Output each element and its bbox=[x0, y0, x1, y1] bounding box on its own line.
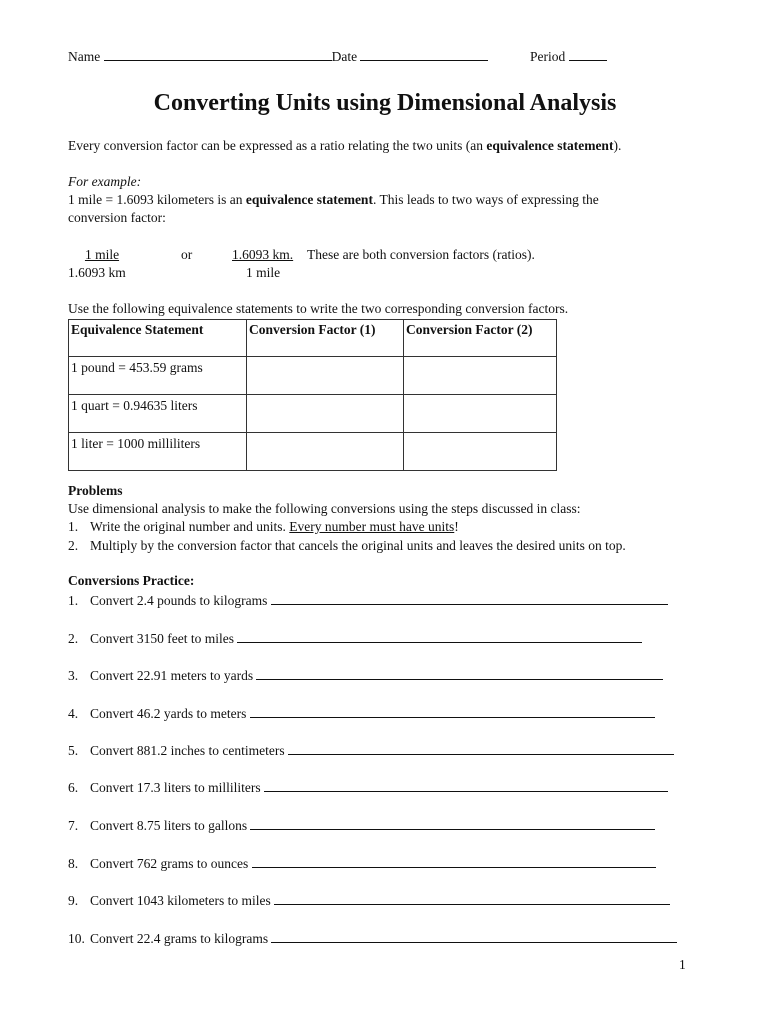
table-cell-answer[interactable] bbox=[247, 395, 404, 433]
table-cell-statement: 1 liter = 1000 milliliters bbox=[69, 433, 247, 471]
answer-blank[interactable] bbox=[271, 930, 677, 943]
list-item bbox=[68, 667, 663, 684]
table-cell-answer[interactable] bbox=[404, 395, 557, 433]
table-cell-answer[interactable] bbox=[404, 357, 557, 395]
list-item bbox=[68, 817, 655, 834]
table-cell-answer[interactable] bbox=[404, 433, 557, 471]
table-row bbox=[69, 357, 557, 395]
item-text: Convert 22.91 meters to yards bbox=[90, 668, 254, 683]
step-2-text: Multiply by the conversion factor that cancels the original units and leaves the desired units on top. bbox=[90, 538, 626, 553]
page-number: 1 bbox=[679, 957, 686, 972]
item-text: Convert 17.3 liters to milliliters bbox=[90, 780, 261, 795]
fraction-2-denominator: 1 mile bbox=[246, 265, 281, 280]
step-1 bbox=[68, 519, 459, 535]
intro-text-end: ). bbox=[613, 138, 622, 153]
problems-intro: Use dimensional analysis to make the following conversions using the steps discussed in class: bbox=[68, 501, 581, 516]
list-item bbox=[68, 930, 677, 947]
item-number: 8. bbox=[68, 856, 79, 871]
item-number: 7. bbox=[68, 818, 79, 833]
step-1-number: 1. bbox=[68, 519, 79, 534]
item-number: 9. bbox=[68, 893, 79, 908]
answer-blank[interactable] bbox=[250, 817, 655, 830]
table-cell-statement: 1 pound = 453.59 grams bbox=[69, 357, 247, 395]
table-header-row bbox=[69, 320, 557, 357]
item-number: 5. bbox=[68, 743, 79, 758]
table-intro: Use the following equivalence statements to write the two corresponding conversion factors. bbox=[68, 301, 569, 316]
name-field bbox=[68, 48, 488, 65]
date-blank[interactable] bbox=[360, 48, 488, 61]
table-row bbox=[69, 395, 557, 433]
item-number: 6. bbox=[68, 780, 79, 795]
example-line-1 bbox=[68, 192, 599, 208]
problems-heading: Problems bbox=[68, 483, 123, 498]
step-2-number: 2. bbox=[68, 538, 79, 553]
table-cell-answer[interactable] bbox=[247, 357, 404, 395]
answer-blank[interactable] bbox=[274, 892, 670, 905]
answer-blank[interactable] bbox=[250, 705, 655, 718]
practice-heading: Conversions Practice: bbox=[68, 573, 195, 588]
example-label: For example: bbox=[68, 174, 142, 189]
period-blank[interactable] bbox=[569, 48, 607, 61]
fraction-2-numerator: 1.6093 km. bbox=[232, 247, 294, 262]
item-text: Convert 3150 feet to miles bbox=[90, 631, 234, 646]
fraction-1-numerator: 1 mile bbox=[84, 247, 120, 262]
step-1-underlined: Every number must have units bbox=[289, 519, 455, 534]
name-label: Name bbox=[68, 49, 101, 64]
or-word: or bbox=[181, 247, 193, 262]
item-number: 3. bbox=[68, 668, 79, 683]
header-conversion-factor-2: Conversion Factor (2) bbox=[404, 320, 557, 357]
item-text: Convert 8.75 liters to gallons bbox=[90, 818, 248, 833]
list-item bbox=[68, 779, 668, 796]
item-text: Convert 22.4 grams to kilograms bbox=[90, 931, 269, 946]
intro-text: Every conversion factor can be expressed as a ratio relating the two units (an bbox=[68, 138, 483, 153]
example-text-end: . This leads to two ways of expressing the bbox=[372, 192, 599, 207]
list-item bbox=[68, 592, 668, 609]
header-conversion-factor-1: Conversion Factor (1) bbox=[247, 320, 404, 357]
list-item bbox=[68, 705, 655, 722]
list-item bbox=[68, 742, 674, 759]
step-1-end: ! bbox=[454, 519, 459, 534]
item-number: 2. bbox=[68, 631, 79, 646]
item-text: Convert 881.2 inches to centimeters bbox=[90, 743, 285, 758]
list-item bbox=[68, 630, 642, 647]
intro-paragraph bbox=[68, 138, 621, 154]
table-cell-statement: 1 quart = 0.94635 liters bbox=[69, 395, 247, 433]
example-text: 1 mile = 1.6093 kilometers is an bbox=[68, 192, 243, 207]
fraction-1-denominator: 1.6093 km bbox=[68, 265, 126, 280]
list-item bbox=[68, 892, 670, 909]
step-1-text: Write the original number and units. bbox=[90, 519, 286, 534]
item-number: 4. bbox=[68, 706, 79, 721]
example-line-2: conversion factor: bbox=[68, 210, 166, 225]
answer-blank[interactable] bbox=[252, 855, 656, 868]
example-bold-term: equivalence statement bbox=[245, 192, 373, 207]
conversion-table bbox=[68, 319, 557, 471]
answer-blank[interactable] bbox=[288, 742, 674, 755]
answer-blank[interactable] bbox=[264, 779, 668, 792]
table-cell-answer[interactable] bbox=[247, 433, 404, 471]
fraction-note: These are both conversion factors (ratios). bbox=[307, 247, 535, 262]
name-blank[interactable] bbox=[104, 48, 332, 61]
date-label: Date bbox=[331, 49, 358, 64]
page-title: Converting Units using Dimensional Analysis bbox=[153, 90, 617, 116]
table-row bbox=[69, 433, 557, 471]
intro-bold-term: equivalence statement bbox=[486, 138, 614, 153]
list-item bbox=[68, 855, 656, 872]
item-text: Convert 1043 kilometers to miles bbox=[90, 893, 271, 908]
item-text: Convert 762 grams to ounces bbox=[90, 856, 249, 871]
answer-blank[interactable] bbox=[256, 667, 663, 680]
item-text: Convert 46.2 yards to meters bbox=[90, 706, 247, 721]
period-field bbox=[530, 48, 607, 65]
answer-blank[interactable] bbox=[271, 592, 668, 605]
item-number: 1. bbox=[68, 593, 79, 608]
item-number: 10. bbox=[68, 931, 85, 946]
header-equivalence-statement: Equivalence Statement bbox=[69, 320, 247, 357]
answer-blank[interactable] bbox=[237, 630, 642, 643]
period-label: Period bbox=[530, 49, 566, 64]
item-text: Convert 2.4 pounds to kilograms bbox=[90, 593, 268, 608]
step-2 bbox=[68, 538, 626, 554]
